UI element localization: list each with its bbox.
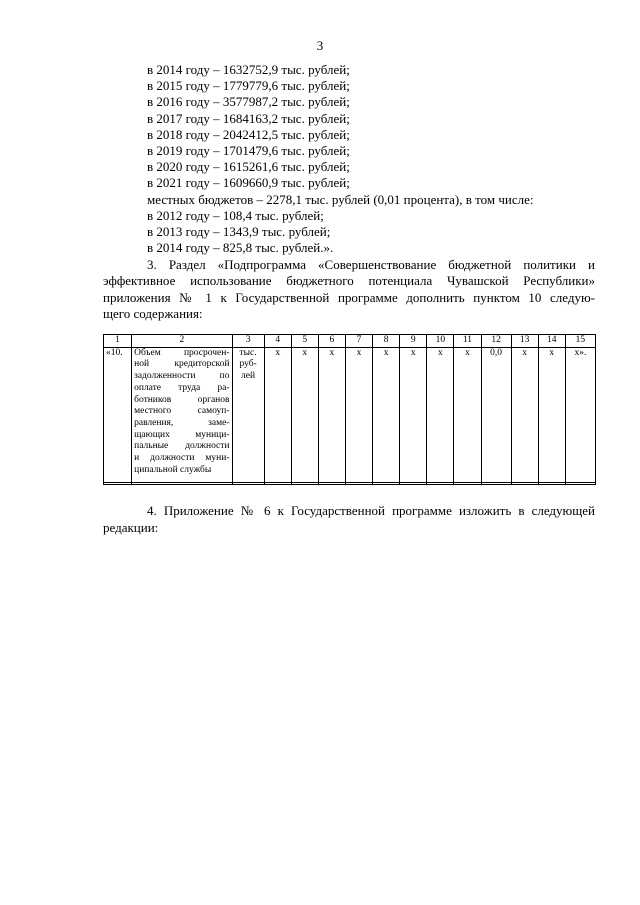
funding-lines: [147, 62, 587, 256]
table-header-cell: 7: [345, 335, 372, 348]
table-header-cell: 13: [511, 335, 538, 348]
paragraph-4-line: 4. Приложение № 6 к Государственной программе изложить в следующей: [147, 503, 595, 518]
unit-line: лей: [241, 371, 256, 382]
table-header-row: [104, 335, 596, 348]
paragraph-3-line: приложения № 1 к Государственной программе дополнить пунктом 10 следую-: [103, 289, 595, 305]
funding-line: в 2013 году – 1343,9 тыс. рублей;: [147, 224, 331, 240]
paragraph-4-line: редакции:: [103, 520, 159, 535]
paragraph-3-line: 3. Раздел «Подпрограмма «Совершенствование бюджетной политики и: [147, 257, 595, 272]
table-header-cell: 6: [318, 335, 345, 348]
row-number-cell: «10.: [104, 347, 132, 484]
funding-line: в 2016 году – 3577987,2 тыс. рублей;: [147, 94, 350, 110]
table-header-cell: 8: [373, 335, 400, 348]
indicator-name-line: Объем просрочен-: [134, 347, 230, 358]
value-cell: 0,0: [481, 347, 511, 484]
table-bottom-rule: [103, 482, 596, 483]
table-header-cell: 5: [291, 335, 318, 348]
funding-line: в 2014 году – 1632752,9 тыс. рублей;: [147, 62, 350, 77]
table-header-cell: 3: [232, 335, 264, 348]
indicator-name-line: оплате труда ра-: [134, 382, 230, 393]
indicator-name-line: и должности муни-: [134, 453, 230, 464]
value-cell: х: [454, 347, 481, 484]
indicator-name-line: пальные должности: [134, 441, 230, 452]
value-cell: х: [345, 347, 372, 484]
table-header-cell: 4: [264, 335, 291, 348]
indicator-name-line: равления, заме-: [134, 417, 230, 428]
funding-line: в 2014 году – 825,8 тыс. рублей.».: [147, 240, 334, 256]
indicator-table: [103, 334, 596, 485]
value-cell: х: [291, 347, 318, 484]
paragraph-3-line: эффективное использование бюджетного потенциала Чувашской Республики»: [103, 273, 595, 289]
value-cell: х: [538, 347, 565, 484]
funding-line: в 2019 году – 1701479,6 тыс. рублей;: [147, 143, 350, 159]
indicator-name-line: щающих муници-: [134, 429, 230, 440]
table-header-cell: 2: [132, 335, 232, 348]
funding-line: в 2020 году – 1615261,6 тыс. рублей;: [147, 159, 350, 175]
table-header-cell: 9: [400, 335, 427, 348]
funding-line: в 2012 году – 108,4 тыс. рублей;: [147, 207, 324, 223]
table-row: [104, 347, 596, 484]
unit-cell: [232, 347, 264, 484]
value-cell: х: [511, 347, 538, 484]
indicator-name-line: ботников органов: [134, 394, 230, 405]
paragraph-4: [103, 502, 595, 536]
table-header-cell: 15: [565, 335, 595, 348]
indicator-name-line: задолженности по: [134, 371, 230, 382]
value-cell: х».: [565, 347, 595, 484]
value-cell: х: [427, 347, 454, 484]
indicator-name-line: ной кредиторской: [134, 359, 230, 370]
table-header-cell: 1: [104, 335, 132, 348]
indicator-name-line: ципальной службы: [134, 464, 212, 475]
funding-line: в 2021 году – 1609660,9 тыс. рублей;: [147, 175, 350, 191]
unit-line: руб-: [239, 359, 257, 370]
funding-line: местных бюджетов – 2278,1 тыс. рублей (0,01 процента), в том числе:: [147, 191, 534, 207]
table-header-cell: 10: [427, 335, 454, 348]
funding-line: в 2018 году – 2042412,5 тыс. рублей;: [147, 126, 350, 142]
paragraph-3: [103, 257, 595, 323]
value-cell: х: [264, 347, 291, 484]
funding-line: в 2015 году – 1779779,6 тыс. рублей;: [147, 78, 350, 94]
indicator-name-line: местного самоуп-: [134, 406, 230, 417]
table-header-cell: 14: [538, 335, 565, 348]
value-cell: х: [373, 347, 400, 484]
indicator-name-cell: [132, 347, 232, 484]
unit-line: тыс.: [239, 347, 257, 358]
value-cell: х: [318, 347, 345, 484]
table-header-cell: 11: [454, 335, 481, 348]
page-number: 3: [316, 38, 324, 53]
funding-line: в 2017 году – 1684163,2 тыс. рублей;: [147, 110, 350, 126]
paragraph-3-line: щего содержания:: [103, 306, 203, 322]
value-cell: х: [400, 347, 427, 484]
table-header-cell: 12: [481, 335, 511, 348]
